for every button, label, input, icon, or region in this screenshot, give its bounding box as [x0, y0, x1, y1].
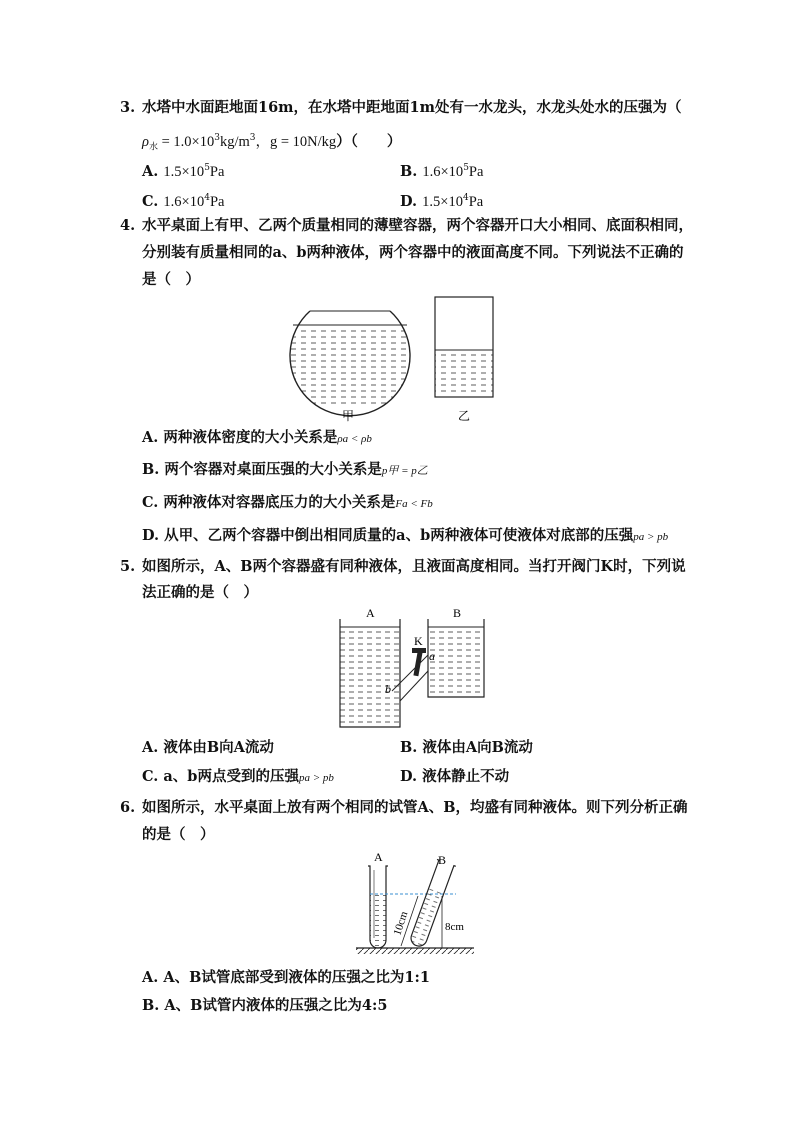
- fig5-label-a: A: [366, 606, 375, 620]
- q5-option-d[interactable]: [400, 767, 509, 787]
- q5-option-d-label: D.: [400, 768, 418, 785]
- test-tube-a: [368, 866, 388, 948]
- fig6-label-10cm: 10cm: [391, 909, 411, 937]
- q3-option-c-unit: Pa: [209, 193, 225, 210]
- q3-density-value: = 1.0×10: [157, 133, 215, 150]
- q5-option-c[interactable]: [142, 767, 334, 788]
- q3-option-c-base: 1.6×10: [163, 193, 205, 210]
- q6-option-b[interactable]: [142, 996, 387, 1016]
- q3-option-d-unit: Pa: [468, 193, 484, 210]
- q3-option-b-base: 1.6×10: [422, 163, 464, 180]
- q3-rho: ρ: [142, 133, 149, 150]
- q3-bracket: ）（ ）: [336, 132, 402, 150]
- q5-option-c-label: C.: [142, 768, 159, 785]
- q4-stem-line1: 水平桌面上有甲、乙两个质量相同的薄壁容器，两个容器开口大小相同、底面积相同，: [142, 217, 693, 234]
- q3-option-a-label: A.: [142, 162, 159, 180]
- q4-option-d-label: D.: [142, 527, 160, 544]
- q4-number: 4.: [120, 217, 136, 234]
- q3-rho-sub: 水: [148, 142, 158, 153]
- q3-option-c-label: C.: [142, 192, 159, 210]
- q3-option-b-unit: Pa: [468, 163, 484, 180]
- valve-k[interactable]: [412, 648, 426, 676]
- q3-density-unit: kg/m: [219, 133, 250, 150]
- q4-option-a[interactable]: [142, 428, 372, 449]
- q6-stem-line1: 如图所示，水平桌面上放有两个相同的试管A、B，均盛有同种液体。则下列分析正确: [142, 799, 688, 816]
- q3-density-exp: 3: [214, 133, 220, 143]
- q4-option-d-math: pa > pb: [633, 531, 669, 543]
- fig6-label-b: B: [438, 853, 447, 867]
- fig6-label-8cm: 8cm: [445, 921, 464, 933]
- q3-option-a-base: 1.5×10: [163, 163, 205, 180]
- q5-option-b[interactable]: [400, 738, 533, 758]
- q6-stem-line2: 的是（ ）: [142, 826, 215, 843]
- q3-option-b-label: B.: [400, 162, 418, 180]
- q4-figure: [280, 292, 510, 427]
- q5-option-b-text: 液体由A向B流动: [422, 739, 533, 756]
- q6-number: 6.: [120, 799, 136, 816]
- q5-figure: [330, 605, 500, 733]
- container-yi: [435, 297, 493, 397]
- q4-option-c-text: 两种液体对容器底压力的大小关系是: [163, 494, 396, 511]
- table-surface: [356, 948, 474, 954]
- q3-option-b-exp: 5: [463, 163, 469, 173]
- fig5-label-point-b: b: [385, 682, 391, 696]
- q5-option-a-label: A.: [142, 739, 159, 756]
- q4-option-a-text: 两种液体密度的大小关系是: [163, 429, 338, 446]
- container-b: [428, 619, 484, 697]
- q4-option-c-math: Fa < Fb: [395, 498, 433, 510]
- q4-stem-line3: 是（ ）: [142, 271, 200, 288]
- q3-option-b[interactable]: [400, 158, 483, 182]
- q3-density-unit-exp: 3: [249, 133, 256, 143]
- q5-option-a-text: 液体由B向A流动: [163, 739, 274, 756]
- q3-option-d-exp: 4: [462, 193, 469, 203]
- q5-stem-line2: 法正确的是（ ）: [142, 584, 258, 601]
- q5-option-b-label: B.: [400, 739, 418, 756]
- fig5-label-k: K: [414, 634, 423, 648]
- q4-option-b[interactable]: [142, 460, 428, 481]
- q3-option-a-unit: Pa: [209, 163, 225, 180]
- fig5-label-b: B: [453, 606, 462, 620]
- q3-option-a-exp: 5: [204, 163, 210, 173]
- q5-stem-line1: 如图所示，A、B两个容器盛有同种液体，且液面高度相同。当打开阀门K时，下列说: [142, 558, 686, 575]
- q4-option-c-label: C.: [142, 494, 159, 511]
- q6-option-a-label: A.: [142, 969, 159, 986]
- q6-option-b-text: A、B试管内液体的压强之比为4:5: [164, 997, 388, 1014]
- q5-option-d-text: 液体静止不动: [422, 768, 510, 785]
- q6-option-b-label: B.: [142, 997, 160, 1014]
- q3-option-c-exp: 4: [204, 193, 210, 203]
- q4-option-d-text: 从甲、乙两个容器中倒出相同质量的a、b两种液体可使液体对底部的压强: [164, 527, 634, 544]
- q6-figure: [350, 848, 480, 960]
- q4-option-c[interactable]: [142, 493, 433, 514]
- q4-option-b-math: p甲 = p乙: [381, 465, 428, 477]
- q3-stem-line1: 水塔中水面距地面16m，在水塔中距地面1m处有一水龙头，水龙头处水的压强为（: [142, 99, 682, 116]
- container-jia: [280, 311, 420, 416]
- fig5-label-point-a: a: [429, 649, 435, 663]
- fig4-label-jia: 甲: [342, 409, 355, 423]
- q3-option-c[interactable]: [142, 188, 224, 212]
- q3-gravity: ，g = 10N/kg: [255, 133, 337, 150]
- q5-option-c-math: pa > pb: [298, 772, 334, 784]
- q3-number: 3.: [120, 99, 136, 116]
- q4-option-b-label: B.: [142, 461, 160, 478]
- q3-option-d-label: D.: [400, 192, 418, 210]
- q3-stem-line2: [142, 128, 401, 158]
- q5-option-a[interactable]: [142, 738, 274, 758]
- q4-option-b-text: 两个容器对桌面压强的大小关系是: [164, 461, 382, 478]
- test-tube-b: [407, 859, 456, 949]
- q6-option-a-text: A、B试管底部受到液体的压强之比为1:1: [163, 969, 430, 986]
- q4-option-a-label: A.: [142, 429, 159, 446]
- container-a: [340, 619, 400, 727]
- q4-option-d[interactable]: [142, 526, 668, 547]
- q4-option-a-math: ρa < ρb: [337, 433, 372, 445]
- q3-option-d[interactable]: [400, 188, 483, 212]
- q5-option-c-text: a、b两点受到的压强: [163, 768, 299, 785]
- q5-number: 5.: [120, 558, 136, 575]
- fig4-label-yi: 乙: [458, 409, 471, 423]
- fig6-label-a: A: [374, 850, 383, 864]
- q6-option-a[interactable]: [142, 968, 430, 988]
- q3-option-d-base: 1.5×10: [422, 193, 463, 210]
- q3-option-a[interactable]: [142, 158, 224, 182]
- q4-stem-line2: 分别装有质量相同的a、b两种液体，两个容器中的液面高度不同。下列说法不正确的: [142, 244, 684, 261]
